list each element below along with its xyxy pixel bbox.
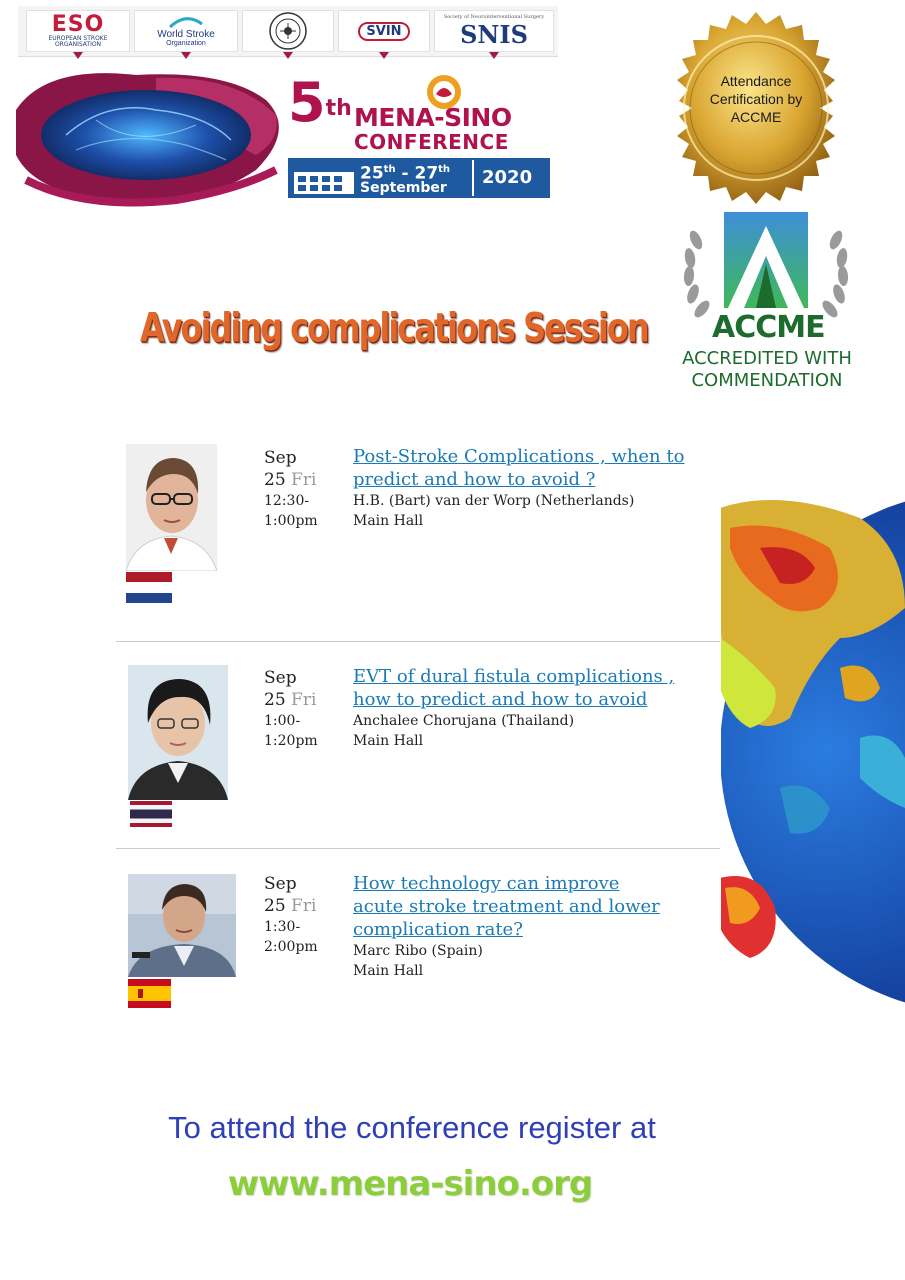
- session-info: [353, 872, 673, 981]
- row-divider: [116, 641, 720, 642]
- accreditation-status: ACCREDITED WITH COMMENDATION: [682, 348, 852, 391]
- session-title: Avoiding complications Session: [140, 304, 648, 352]
- conference-name: MENA-SINO: [354, 103, 512, 132]
- calendar-icon: [292, 160, 356, 196]
- conference-date-bar: [288, 158, 550, 198]
- session-room: Main Hall: [353, 513, 424, 529]
- thailand-flag-icon: [130, 801, 172, 827]
- spain-flag-icon: [128, 979, 171, 1008]
- registration-url-link[interactable]: www.mena-sino.org: [227, 1164, 593, 1204]
- session-room: Main Hall: [353, 733, 424, 749]
- accme-logo-icon: [676, 212, 856, 320]
- session-title-link[interactable]: EVT of dural fistula complications , how to predict and how to avoid: [353, 666, 675, 710]
- session-date: Sep 25 Fri 1:00- 1:20pm: [264, 668, 318, 749]
- session-info: [353, 445, 698, 531]
- session-title-link[interactable]: Post-Stroke Complications , when to predict and how to avoid ?: [353, 446, 685, 490]
- speaker-name: Marc Ribo (Spain): [353, 943, 483, 959]
- brain-graphic-icon: [6, 60, 306, 208]
- speaker-portrait-icon: [128, 874, 236, 977]
- netherlands-flag-icon: [126, 572, 172, 603]
- date-range: 25th - 27th: [360, 163, 451, 184]
- accme-wordmark: ACCME: [712, 310, 825, 345]
- row-divider: [116, 848, 720, 849]
- partner-logo-strip: [18, 6, 558, 57]
- date-divider: [472, 160, 474, 196]
- date-month: September: [360, 180, 447, 196]
- session-title-link[interactable]: How technology can improve acute stroke treatment and lower complication rate?: [353, 873, 660, 940]
- speaker-portrait-icon: [126, 444, 217, 571]
- registration-call-to-action: To attend the conference register at: [168, 1110, 656, 1145]
- date-year: 2020: [482, 167, 533, 188]
- eso-logo: ESO EUROPEAN STROKE ORGANISATION: [26, 10, 130, 52]
- society-seal-icon: [266, 11, 310, 51]
- speaker-portrait-icon: [128, 665, 228, 800]
- society-seal-logo: [242, 10, 334, 52]
- session-room: Main Hall: [353, 963, 424, 979]
- speaker-photo: [128, 665, 228, 800]
- session-date: Sep 25 Fri 12:30- 1:00pm: [264, 448, 318, 529]
- globe-graphic-icon: [720, 488, 905, 1018]
- wso-swoosh-icon: [166, 16, 206, 30]
- edition-number: 5th: [288, 71, 352, 134]
- speaker-photo: [128, 874, 236, 977]
- session-date: Sep 25 Fri 1:30- 2:00pm: [264, 874, 318, 955]
- snis-logo: Society of Neurointerventional Surgery SNIS: [434, 10, 554, 52]
- conference-label: CONFERENCE: [354, 130, 509, 154]
- svin-logo: SVIN: [338, 10, 430, 52]
- speaker-name: H.B. (Bart) van der Worp (Netherlands): [353, 493, 635, 509]
- speaker-name: Anchalee Chorujana (Thailand): [353, 713, 575, 729]
- world-stroke-organization-logo: World Stroke Organization: [134, 10, 238, 52]
- session-info: [353, 665, 698, 751]
- speaker-photo: [126, 444, 217, 571]
- seal-text: Attendance Certification by ACCME: [709, 73, 803, 125]
